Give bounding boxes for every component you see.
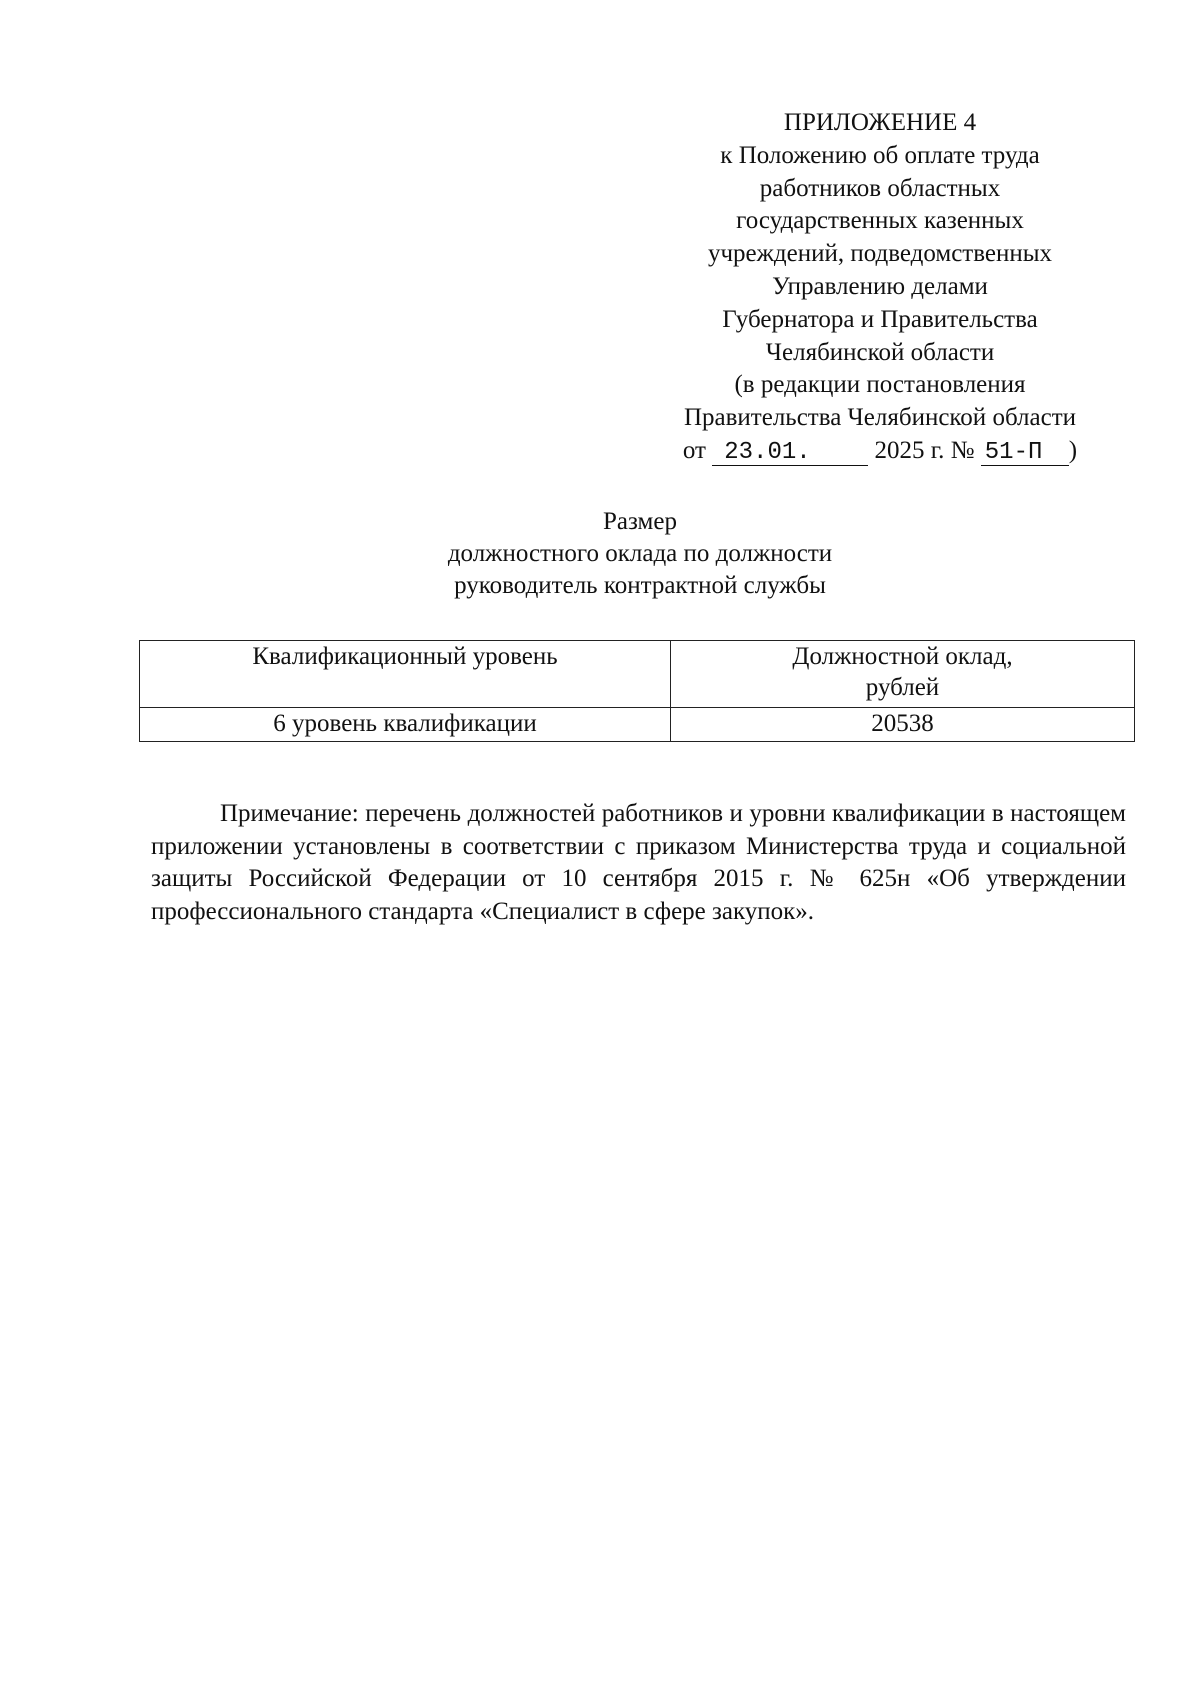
appendix-line: Правительства Челябинской области: [683, 404, 1077, 432]
appendix-line: к Положению об оплате труда: [720, 141, 1040, 169]
appendix-line: государственных казенных: [736, 207, 1024, 235]
header-salary-line1: Должностной оклад,: [792, 643, 1013, 670]
header-salary: [671, 641, 1135, 708]
table-header-row: [140, 641, 1135, 708]
appendix-heading: ПРИЛОЖЕНИЕ 4: [783, 109, 977, 136]
date-year: 2025 г. №: [874, 436, 975, 464]
cell-salary: 20538: [671, 708, 1135, 742]
title-line: Размер: [603, 508, 677, 535]
appendix-line: Челябинской области: [765, 338, 995, 366]
table-row: [140, 708, 1135, 742]
cell-level: 6 уровень квалификации: [140, 708, 671, 742]
appendix-header: [620, 107, 1140, 468]
note-block: [151, 798, 1126, 928]
appendix-line: (в редакции постановления: [734, 371, 1026, 399]
note-text: Примечание: перечень должностей работников и уровни квалификации в настоящем приложении установлены в соответствии с приказом Министерства труда и социальной защиты Российской Федерации от 10 сентября 2015 г. № 625н «Об утверждении профессионального стандарта «Специалист в сфере закупок».: [151, 800, 1126, 925]
header-salary-line2: рублей: [865, 674, 940, 701]
appendix-line: учреждений, подведомственных: [707, 240, 1053, 268]
closing-paren: ): [1068, 436, 1078, 464]
appendix-line: работников областных: [759, 174, 1001, 202]
appendix-line: Губернатора и Правительства: [722, 305, 1038, 333]
title-line: руководитель контрактной службы: [454, 572, 826, 599]
appendix-date-line: [620, 435, 1140, 468]
appendix-line: Управлению делами: [772, 272, 988, 300]
document-title: [330, 506, 950, 602]
header-level: Квалификационный уровень: [140, 641, 671, 708]
date-fill: 23.01.: [712, 441, 868, 466]
title-line: должностного оклада по должности: [447, 540, 833, 567]
number-fill: 51-П: [981, 441, 1069, 466]
salary-table: [139, 640, 1135, 742]
date-prefix: от: [682, 436, 706, 464]
